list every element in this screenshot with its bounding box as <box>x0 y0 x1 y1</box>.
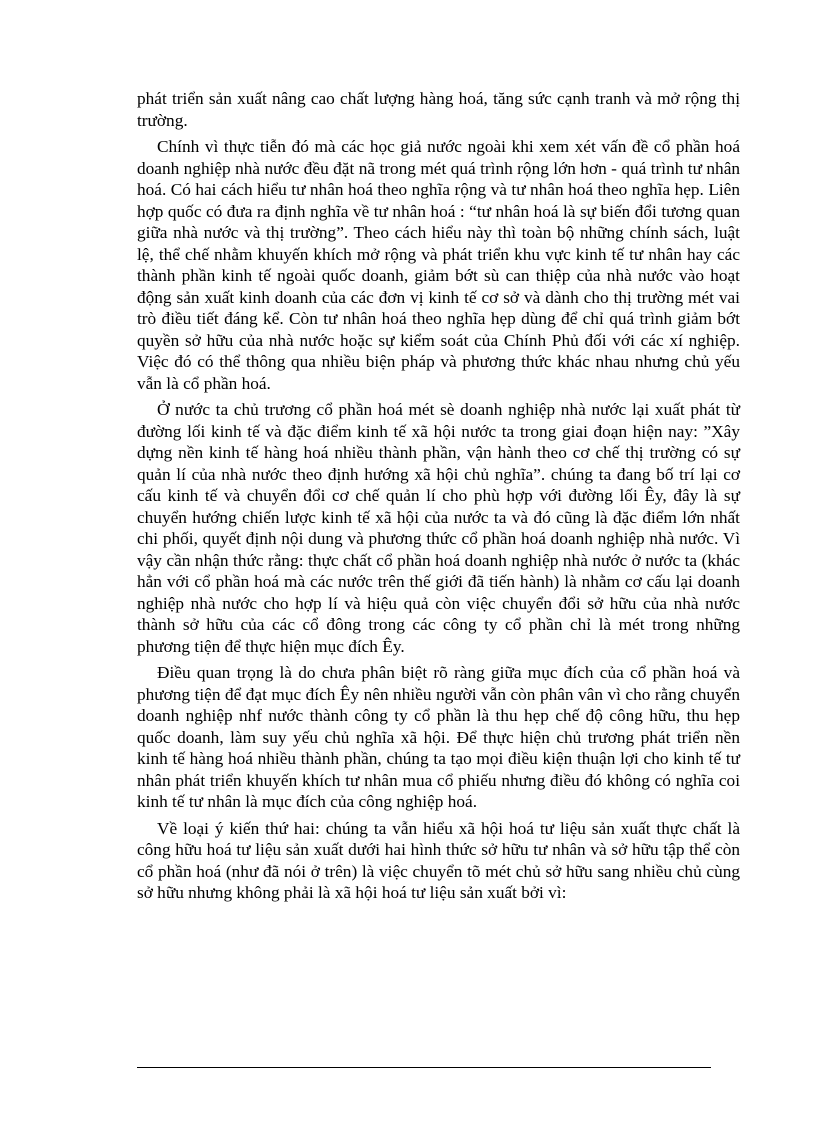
paragraph-2: Chính vì thực tiễn đó mà các học giả nước ngoài khi xem xét vấn đề cổ phần hoá doanh nghiệp nhà nước đều đặt nã trong mét quá trình rộng lớn hơn - quá trình tư nhân hoá. Có hai cách hiểu tư nhân hoá theo nghĩa rộng và tư nhân hoá theo nghĩa hẹp. Liên hợp quốc có đưa ra định nghĩa về tư nhân hoá : “tư nhân hoá là sự biến đổi tương quan giữa nhà nước và thị trường”. Theo cách hiểu này thì toàn bộ những chính sách, luật lệ, thể chế nhằm khuyến khích mở rộng và phát triển khu vực kinh tế tư nhân hay các thành phần kinh tế ngoài quốc doanh, giảm bớt sù can thiệp của nhà nước vào hoạt động sản xuất kinh doanh của các đơn vị kinh tế cơ sở và dành cho thị trường mét vai trò điều tiết đáng kể. Còn tư nhân hoá theo nghĩa hẹp dùng để chỉ quá trình giảm bớt quyền sở hữu của nhà nước hoặc sự kiểm soát của Chính Phủ đối với các xí nghiệp. Việc đó có thể thông qua nhiều biện pháp và phương thức khác nhau nhưng chủ yếu vẫn là cổ phần hoá. <box>137 137 740 393</box>
footer-divider <box>137 1067 711 1068</box>
paragraph-4: Điều quan trọng là do chưa phân biệt rõ ràng giữa mục đích của cổ phần hoá và phương tiện để đạt mục đích Êy nên nhiều người vẫn còn phân vân vì cho rằng chuyển doanh nghiệp nhf nước thành công ty cổ phần là thu hẹp chế độ công hữu, thu hẹp quốc doanh, làm suy yếu chủ nghĩa xã hội. Để thực hiện chủ trương phát triển nền kinh tế hàng hoá nhiều thành phần, chúng ta tạo mọi điều kiện thuận lợi cho kinh tế tư nhân phát triển khuyến khích tư nhân mua cổ phiếu nhưng điều đó không có nghĩa coi kinh tế tư nhân là mục đích của công nghiệp hoá. <box>137 663 740 811</box>
document-body <box>137 88 740 904</box>
paragraph-5: Về loại ý kiến thứ hai: chúng ta vẫn hiểu xã hội hoá tư liệu sản xuất thực chất là công hữu hoá tư liệu sản xuất dưới hai hình thức sở hữu tư nhân và sở hữu tập thể còn cổ phần hoá (như đã nói ở trên) là việc chuyển tõ mét chủ sở hữu sang nhiều chủ cùng sở hữu nhưng không phải là xã hội hoá tư liệu sản xuất bởi vì: <box>137 818 740 902</box>
paragraph-1: phát triển sản xuất nâng cao chất lượng hàng hoá, tăng sức cạnh tranh và mở rộng thị trường. <box>137 89 740 130</box>
paragraph-3: Ở nước ta chủ trương cổ phần hoá mét sè doanh nghiệp nhà nước lại xuất phát từ đường lối kinh tế và đặc điểm kinh tế xã hội nước ta trong giai đoạn hiện nay: ”Xây dựng nền kinh tế hàng hoá nhiều thành phần, vận hành theo cơ chế thị trường có sự quản lí của nhà nước theo định hướng xã hội chủ nghĩa”. chúng ta đang bố trí lại cơ cấu kinh tế và chuyển đổi cơ chế quản lí cho phù hợp với đường lối Êy, đây là sự chuyển hướng chiến lược kinh tế xã hội của nước ta và đó cũng là đặc điểm lớn nhất chi phối, quyết định nội dung và phương thức cổ phần hoá doanh nghiệp nhà nước. Vì vậy cần nhận thức rằng: thực chất cổ phần hoá doanh nghiệp nhà nước ở nước ta (khác hẳn với cổ phần hoá mà các nước trên thế giới đã tiến hành) là nhằm cơ cấu lại doanh nghiệp nhà nước cho hợp lí và hiệu quả còn việc chuyển đổi sở hữu của nhà nước thành sở hữu của các cổ đông trong các công ty cổ phần chỉ là mét trong những phương tiện để thực hiện mục đích Êy. <box>137 400 740 656</box>
